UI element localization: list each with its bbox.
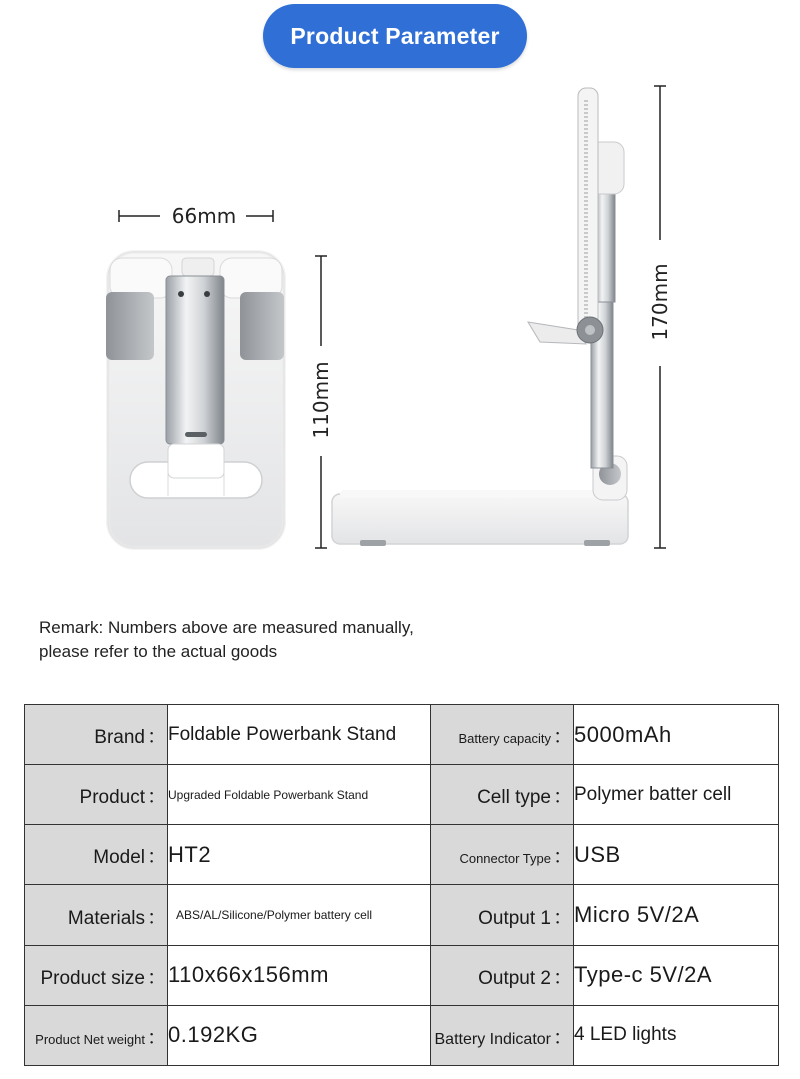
table-row [25, 705, 779, 765]
spec-value-cell [574, 765, 779, 825]
remark-line-2: please refer to the actual goods [39, 642, 278, 661]
spec-label-cell [431, 885, 574, 945]
spec-value: Foldable Powerbank Stand [168, 723, 397, 745]
unfolded-height-dimension [648, 86, 672, 548]
spec-value: USB [574, 841, 621, 867]
spec-value-cell [574, 705, 779, 765]
width-label: 66mm [171, 204, 237, 228]
spec-label-cell [25, 765, 168, 825]
spec-label-cell [431, 705, 574, 765]
spec-value-cell [574, 945, 779, 1005]
spec-value: Polymer batter cell [574, 783, 732, 805]
spec-label-cell [25, 825, 168, 885]
table-row [25, 945, 779, 1005]
colon-sep: ： [553, 966, 573, 989]
spec-label-cell [431, 825, 574, 885]
spec-table [24, 704, 779, 1066]
table-row [25, 825, 779, 885]
spec-value: ABS/AL/Silicone/Polymer battery cell [176, 908, 373, 923]
spec-value-cell [168, 825, 431, 885]
spec-label-cell [431, 1005, 574, 1065]
spec-label-cell [431, 945, 574, 1005]
product-dimension-figure [0, 70, 800, 600]
spec-value-cell [168, 705, 431, 765]
spec-label: Battery capacity [458, 731, 551, 747]
spec-label: Product [79, 787, 145, 809]
remark-note [39, 616, 639, 664]
spec-value: Upgraded Foldable Powerbank Stand [168, 787, 369, 802]
colon-sep: ： [553, 726, 573, 749]
spec-label: Output 2 [478, 967, 551, 989]
colon-sep: ： [553, 1026, 573, 1049]
spec-label-cell [25, 1005, 168, 1065]
colon-sep: ： [553, 786, 573, 809]
spec-label: Model [93, 847, 145, 869]
unfolded-stand-image [332, 88, 628, 546]
spec-value-cell [574, 825, 779, 885]
spec-label: Product size [40, 967, 145, 989]
colon-sep: ： [553, 906, 573, 929]
spec-label: Battery Indicator [434, 1030, 551, 1048]
spec-value-cell [168, 945, 431, 1005]
colon-sep: ： [147, 906, 167, 929]
folded-height-label: 110mm [309, 361, 333, 439]
spec-label: Product Net weight [35, 1031, 145, 1047]
spec-value: 5000mAh [574, 721, 672, 747]
colon-sep: ： [147, 726, 167, 749]
spec-label-cell [25, 885, 168, 945]
spec-label: Cell type [477, 787, 551, 809]
spec-label: Materials [67, 907, 145, 929]
colon-sep: ： [147, 966, 167, 989]
spec-value-cell [168, 1005, 431, 1065]
spec-value: 4 LED lights [574, 1024, 677, 1046]
spec-label: Output 1 [478, 907, 551, 929]
table-row [25, 1005, 779, 1065]
spec-value-cell [168, 885, 431, 945]
spec-value: Type-c 5V/2A [574, 962, 713, 988]
spec-label: Connector Type [459, 851, 551, 867]
width-dimension [119, 204, 273, 228]
spec-value: 0.192KG [168, 1022, 259, 1048]
colon-sep: ： [147, 1026, 167, 1049]
spec-label-cell [25, 705, 168, 765]
spec-value: 110x66x156mm [168, 962, 329, 988]
spec-label-cell [25, 945, 168, 1005]
table-row [25, 885, 779, 945]
table-row [25, 765, 779, 825]
spec-value: Micro 5V/2A [574, 902, 700, 928]
folded-height-dimension [309, 256, 333, 548]
spec-value: HT2 [168, 841, 212, 867]
colon-sep: ： [553, 846, 573, 869]
page-title: Product Parameter [263, 4, 527, 68]
spec-value-cell [574, 885, 779, 945]
unfolded-height-label: 170mm [648, 263, 672, 341]
remark-line-1: Remark: Numbers above are measured manually, [39, 618, 414, 637]
spec-label: Brand [94, 727, 145, 749]
spec-value-cell [168, 765, 431, 825]
folded-stand-image [106, 252, 284, 548]
colon-sep: ： [147, 846, 167, 869]
colon-sep: ： [147, 786, 167, 809]
spec-label-cell [431, 765, 574, 825]
spec-value-cell [574, 1005, 779, 1065]
